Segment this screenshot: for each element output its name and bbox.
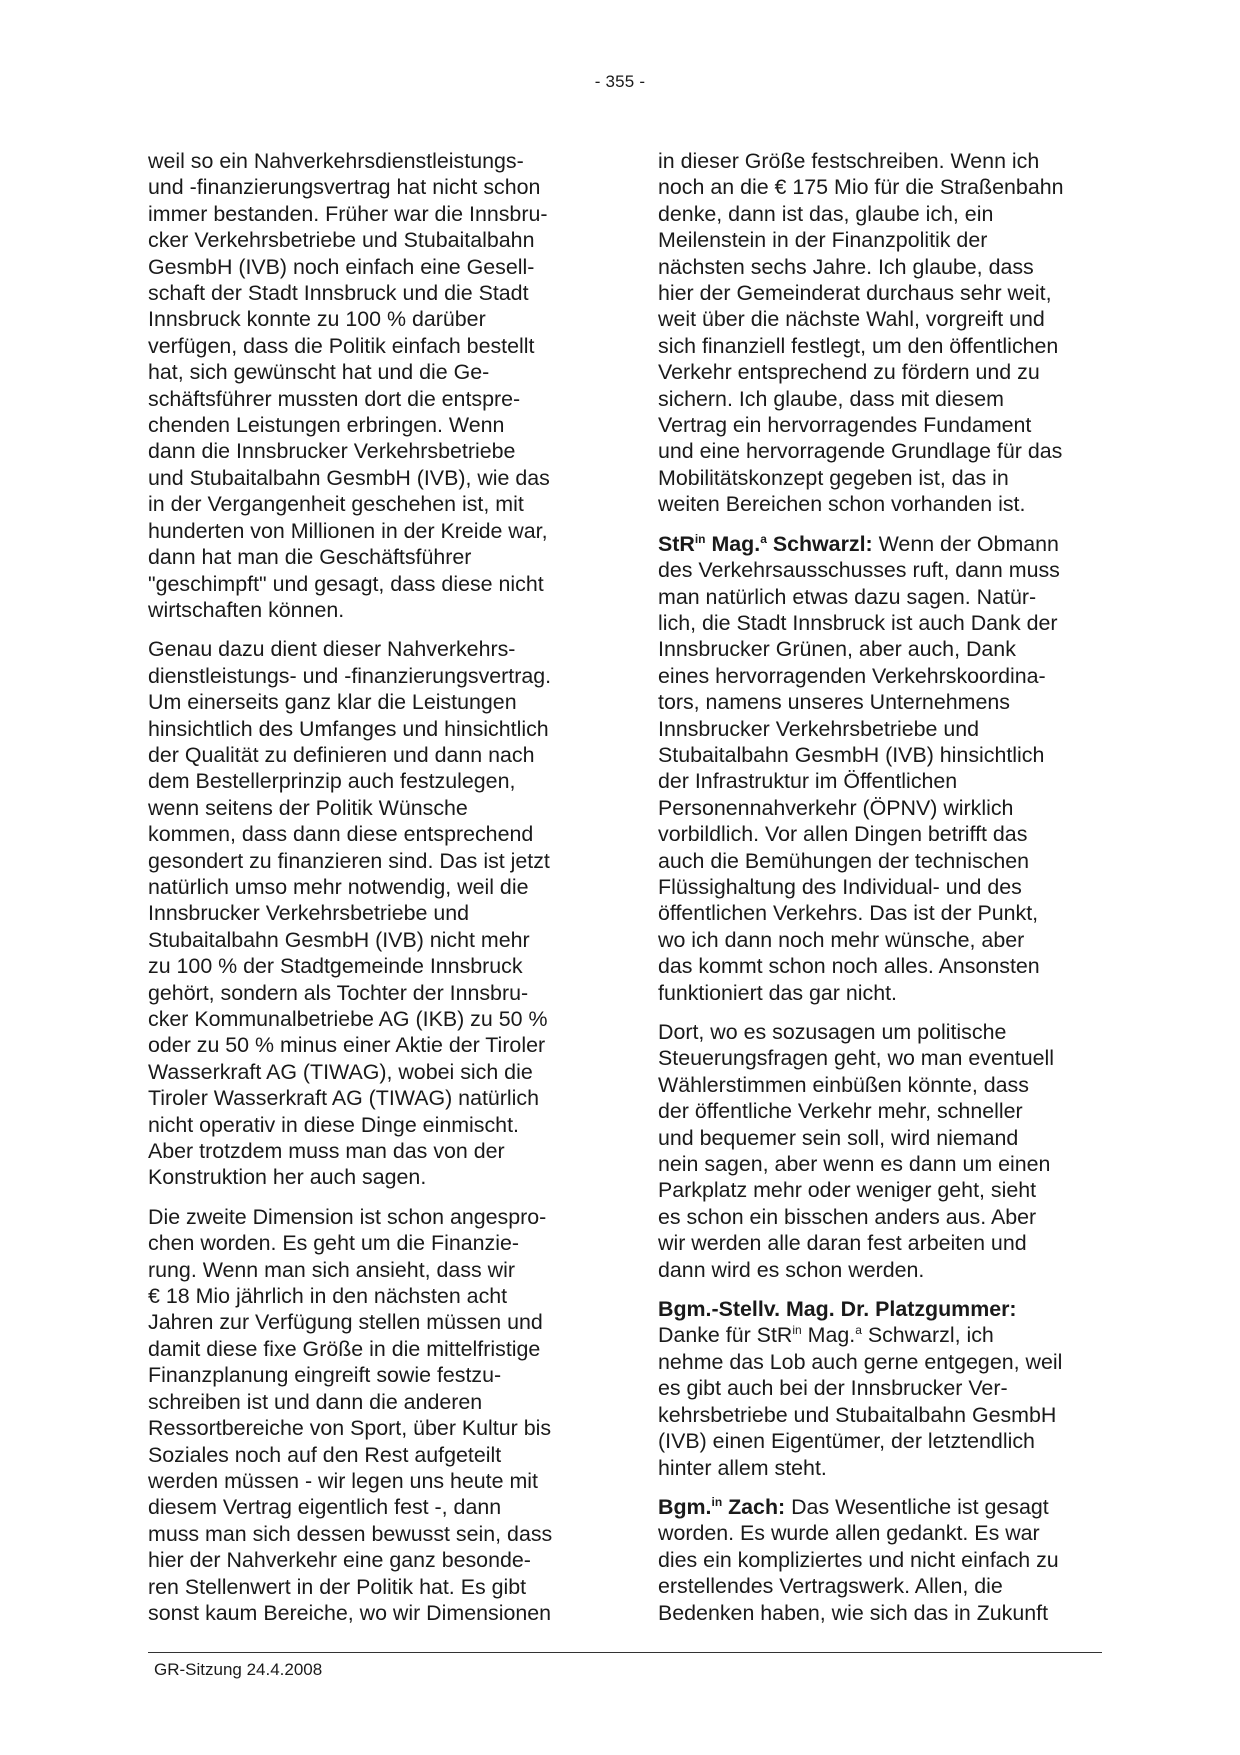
paragraph: Die zweite Dimension ist schon angespro- chen worden. Es geht um die Finanzie- rung. Wenn man sich ansieht, dass wir € 18 Mio jährlich in den nächsten acht Jahren zur Verfügung stellen müssen und damit diese fixe Größe in die mittelfristige Finanzplanung eingreift sowie festzu- schreiben ist und dann die anderen Ressortbereiche von Sport, über Kultur bis Soziales noch auf den Rest aufgeteilt werden müssen - wir legen uns heute mit diesem Vertrag eigentlich fest -, dann muss man sich dessen bewusst sein, dass hier der Nahverkehr eine ganz besonde- ren Stellenwert in der Politik hat. Es gibt sonst kaum Bereiche, wo wir Dimensionen: [148, 1204, 553, 1625]
paragraph: weil so ein Nahverkehrsdienstleistungs- und -finanzierungsvertrag hat nicht schon immer bestanden. Früher war die Innsbru- cker Verkehrsbetriebe und Stubaitalbahn GesmbH (IVB) noch einfach eine Gesell- schaft der Stadt Innsbruck und die Stadt Innsbruck konnte zu 100 % darüber verfügen, dass die Politik einfach bestellt hat, sich gewünscht hat und die Ge- schäftsführer mussten dort die entspre- chenden Leistungen erbringen. Wenn dann die Innsbrucker Verkehrsbetriebe und Stubaitalbahn GesmbH (IVB), wie das in der Vergangenheit geschehen ist, mit hunderten von Millionen in der Kreide war, dann hat man die Geschäftsführer "geschimpft" und gesagt, dass diese nicht wirtschaften können.: [148, 149, 550, 622]
paragraph: Genau dazu dient dieser Nahverkehrs- dienstleistungs- und -finanzierungsvertrag. Um einerseits ganz klar die Leistungen hinsichtlich des Umfanges und hinsichtlich der Qualität zu definieren und dann nach dem Bestellerprinzip auch festzulegen, wenn seitens der Politik Wünsche kommen, dass dann diese entsprechend gesondert zu finanzieren sind. Das ist jetzt natürlich umso mehr notwendig, weil die Innsbrucker Verkehrsbetriebe und Stubaitalbahn GesmbH (IVB) nicht mehr zu 100 % der Stadtgemeinde Innsbruck gehört, sondern als Tochter der Innsbru- cker Kommunalbetriebe AG (IKB) zu 50 % oder zu 50 % minus einer Aktie der Tiroler Wasserkraft AG (TIWAG), wobei sich die Tiroler Wasserkraft AG (TIWAG) natürlich nicht operativ in diese Dinge einmischt. Aber trotzdem muss man das von der Konstruktion her auch sagen.: [148, 637, 552, 1190]
speech-paragraph-platzgummer: [658, 1296, 1100, 1481]
speech-text: Danke für StR$^{in}$ Mag.$^a$ Schwarzl, ich nehme das Lob auch gerne entgegen, weil es gibt auch bei der Innsbrucker Ver- kehrsbetriebe und Stubaitalbahn GesmbH (IVB) einen Eigentümer, der letztendlich hinter allem steht.: [658, 1323, 1063, 1480]
footer-session-date: GR-Sitzung 24.4.2008: [154, 1660, 323, 1679]
speaker-name: StR$^{in}$ Mag.$^a$ Schwarzl:: [658, 531, 873, 556]
paragraph: in dieser Größe festschreiben. Wenn ich noch an die € 175 Mio für die Straßenbahn denke, dann ist das, glaube ich, ein Meilenstein in der Finanzpolitik der nächsten sechs Jahre. Ich glaube, dass hier der Gemeinderat durchaus sehr weit, weit über die nächste Wahl, vorgreift und sich finanziell festlegt, um den öffentlichen Verkehr entsprechend zu fördern und zu sichern. Ich glaube, dass mit diesem Vertrag ein hervorragendes Fundament und eine hervorragende Grundlage für das Mobilitätskonzept gegeben ist, das in weiten Bereichen schon vorhanden ist.: [658, 149, 1064, 517]
speech-text: Wenn der Obmann des Verkehrsausschusses ruft, dann muss man natürlich etwas dazu sagen. Natür- lich, die Stadt Innsbruck ist auch Dank der Innsbrucker Grünen, aber auch, Dank eines hervorragenden Verkehrskoordina- tors, namens unseres Unternehmens Innsbrucker Verkehrsbetriebe und Stubaitalbahn GesmbH (IVB) hinsichtlich der Infrastruktur im Öffentlichen Personennahverkehr (ÖPNV) wirklich vorbildlich. Vor allen Dingen betrifft das auch die Bemühungen der technischen Flüssighaltung des Individual- und des öffentlichen Verkehrs. Das ist der Punkt, wo ich dann noch mehr wünsche, aber das kommt schon noch alles. Ansonsten funktioniert das gar nicht.: [658, 531, 1060, 1005]
page-number: - 355 -: [594, 72, 646, 91]
paragraph: Dort, wo es sozusagen um politische Steuerungsfragen geht, wo man eventuell Wählerstimmen einbüßen könnte, dass der öffentliche Verkehr mehr, schneller und bequemer sein soll, wird niemand nein sagen, aber wenn es dann um einen Parkplatz mehr oder weniger geht, sieht es schon ein bisschen anders aus. Aber wir werden alle daran fest arbeiten und dann wird es schon werden.: [658, 1020, 1054, 1282]
speech-paragraph-zach: [658, 1494, 1100, 1626]
left-column: [148, 148, 590, 1639]
right-column: [658, 148, 1100, 1639]
speech-paragraph-schwarzl: [658, 531, 1100, 1006]
speaker-name: Bgm.$^{in}$ Zach:: [658, 1494, 786, 1519]
speech-text: Das Wesentliche ist gesagt worden. Es wurde allen gedankt. Es war dies ein kompliziertes und nicht einfach zu erstellendes Vertragswerk. Allen, die Bedenken haben, wie sich das in Zukunft: [658, 1494, 1059, 1625]
speaker-name: Bgm.-Stellv. Mag. Dr. Platzgummer:: [658, 1297, 1017, 1322]
footer-divider: [148, 1652, 1102, 1653]
